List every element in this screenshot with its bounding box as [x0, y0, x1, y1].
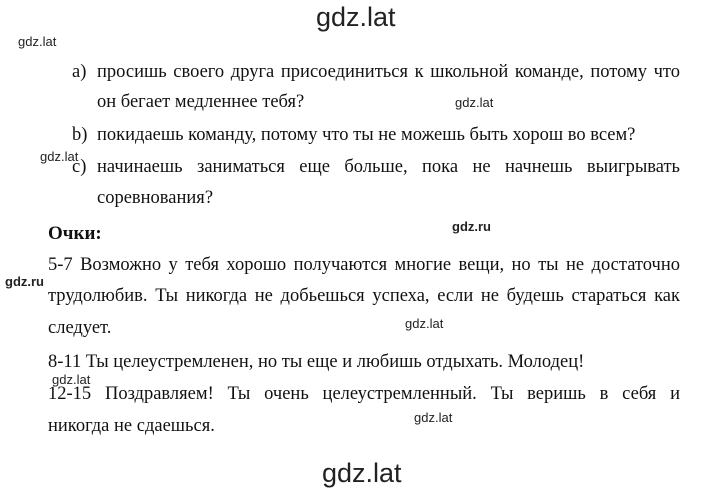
watermark: gdz.lat — [405, 316, 444, 331]
watermark-top: gdz.lat — [316, 2, 396, 32]
watermark-bottom: gdz.lat — [322, 458, 402, 488]
option-a-marker: a) — [72, 62, 87, 82]
score-5-7-line-2: трудолюбив. Ты никогда не добьешься успеха, если не будешь стараться как — [48, 286, 680, 306]
scores-heading: Очки: — [48, 223, 102, 244]
score-5-7-line-1: 5-7 Возможно у тебя хорошо получаются многие вещи, но ты не достаточно — [48, 255, 680, 275]
watermark: gdz.lat — [414, 410, 453, 425]
score-12-15-line-1: 12-15 Поздравляем! Ты очень целеустремленный. Ты веришь в себя и — [48, 384, 680, 404]
option-c-marker: c) — [72, 157, 87, 177]
watermark: gdz.lat — [18, 34, 57, 49]
score-8-11-line-1: 8-11 Ты целеустремленен, но ты еще и любишь отдыхать. Молодец! — [48, 352, 585, 372]
option-b-marker: b) — [72, 125, 88, 145]
watermark: gdz.lat — [455, 95, 494, 110]
watermark: gdz.ru — [452, 219, 491, 234]
option-b-line-1: покидаешь команду, потому что ты не можешь быть хорош во всем? — [97, 125, 636, 145]
option-a-line-2: он бегает медленнее тебя? — [97, 92, 305, 112]
option-c-line-1: начинаешь заниматься еще больше, пока не начнешь выигрывать — [97, 157, 680, 177]
watermark: gdz.ru — [5, 274, 44, 289]
score-5-7-line-3: следует. — [48, 318, 112, 338]
score-12-15-line-2: никогда не сдаешься. — [48, 416, 215, 436]
watermark: gdz.lat — [52, 372, 91, 387]
option-c-line-2: соревнования? — [97, 188, 214, 208]
option-a-line-1: просишь своего друга присоединиться к школьной команде, потому что — [97, 62, 680, 82]
watermark: gdz.lat — [40, 149, 79, 164]
